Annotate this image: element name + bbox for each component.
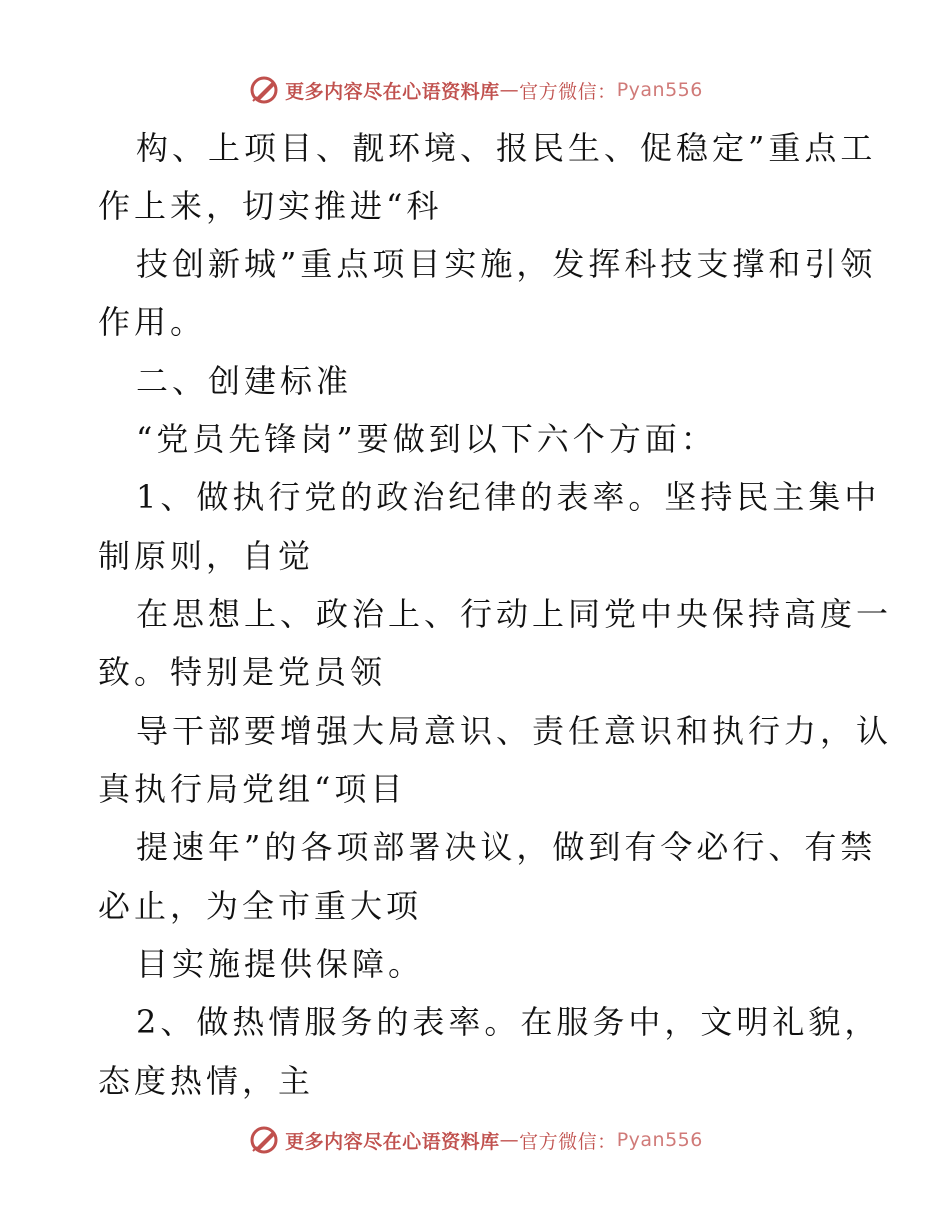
text-line: 导干部要增强大局意识、责任意识和执行力，认 (136, 712, 893, 750)
watermark-contact-label: 官方微信： (519, 80, 617, 103)
quill-logo-icon (247, 73, 281, 107)
watermark-title: 更多内容尽在心语资料库 (285, 1130, 500, 1153)
text-line: 作上来，切实推进“科 (98, 187, 443, 225)
watermark-contact-id: Pyan556 (616, 1129, 703, 1151)
watermark-contact-id: Pyan556 (616, 79, 703, 101)
watermark-contact-label: 官方微信： (519, 1130, 617, 1153)
section-heading: 二、创建标准 (136, 362, 353, 400)
text-line: 目实施提供保障。 (136, 945, 425, 983)
watermark-separator: — (499, 1129, 520, 1151)
watermark-header (0, 72, 950, 108)
text-line: 作用。 (98, 303, 207, 341)
text-line: 提速年”的各项部署决议，做到有令必行、有禁 (136, 828, 877, 866)
watermark-separator: — (499, 79, 520, 101)
text-line: 态度热情，主 (98, 1062, 315, 1100)
text-line: 2、做热情服务的表率。在服务中，文明礼貌， (136, 1003, 881, 1041)
watermark-footer (0, 1122, 950, 1158)
text-line: 在思想上、政治上、行动上同党中央保持高度一 (136, 595, 893, 633)
text-line: 真执行局党组“项目 (98, 770, 407, 808)
text-line: “党员先锋岗”要做到以下六个方面： (136, 420, 717, 458)
quill-logo-icon (247, 1123, 281, 1157)
text-line: 技创新城”重点项目实施，发挥科技支撑和引领 (136, 245, 877, 283)
text-line: 制原则，自觉 (98, 537, 315, 575)
text-line: 致。特别是党员领 (98, 653, 387, 691)
text-line: 1、做执行党的政治纪律的表率。坚持民主集中 (136, 478, 881, 516)
watermark-title: 更多内容尽在心语资料库 (285, 80, 500, 103)
text-line: 构、上项目、靓环境、报民生、促稳定”重点工 (136, 129, 877, 167)
text-line: 必止，为全市重大项 (98, 887, 423, 925)
